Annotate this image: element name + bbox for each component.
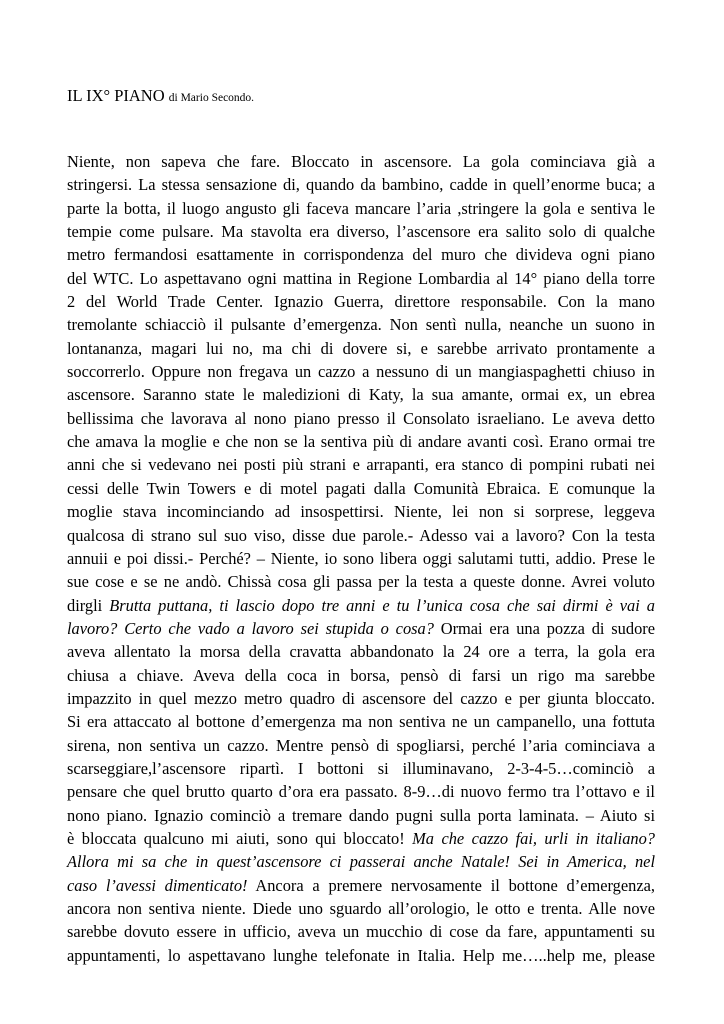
text-line <box>67 897 655 920</box>
text-line <box>67 220 655 243</box>
text-segment: Si era attaccato al bottone d’emergenza ma non sentiva ne un campanello, una fottuta <box>67 712 655 732</box>
title-text: IL IX° PIANO <box>67 86 165 105</box>
text-segment: che amava la moglie e che non se la sentiva più di andare avanti così. Erano ormai tre <box>67 432 655 452</box>
text-line <box>67 570 655 593</box>
text-line <box>67 267 655 290</box>
text-segment: soccorrerlo. Oppure non fregava un cazzo a nessuno di un mangiaspaghetti chiuso in <box>67 362 655 382</box>
text-segment: ascensore. Saranno state le maledizioni di Katy, la sua amante, ormai ex, un ebrea <box>67 385 655 405</box>
text-segment: sarebbe dovuto essere in ufficio, aveva un mucchio di cose da fare, appuntamenti su <box>67 922 655 942</box>
text-segment: sue cose e se ne andò. Chissà cosa gli passa per la testa a queste donne. Avrei voluto <box>67 572 655 592</box>
text-line <box>67 920 655 943</box>
text-segment: aveva allentato la morsa della cravatta abbandonato la 24 ore a terra, la gola era <box>67 642 655 662</box>
text-line <box>67 477 655 500</box>
italic-text-segment: lavoro? Certo che vado a lavoro sei stupida o cosa? <box>67 618 434 638</box>
text-segment: anni che si vedevano nei posti più strani e arrapanti, era stanco di pompini rubati nei <box>67 455 655 475</box>
text-line <box>67 664 655 687</box>
text-line <box>67 827 655 850</box>
document-title <box>67 86 667 108</box>
text-line <box>67 453 655 476</box>
text-segment: cessi delle Twin Towers e di motel pagati dalla Comunità Ebraica. E comunque la <box>67 478 655 498</box>
text-segment: appuntamenti, lo aspettavano lunghe telefonate in Italia. Help me…..help me, please <box>67 945 655 965</box>
text-line <box>67 150 655 173</box>
text-line <box>67 780 655 803</box>
text-line <box>67 430 655 453</box>
text-line <box>67 594 655 617</box>
text-segment: nono piano. Ignazio cominciò a tremare dando pugni sulla porta laminata. – Aiuto si <box>67 805 655 825</box>
text-segment: tempie come pulsare. Ma stavolta era diverso, l’ascensore era salito solo di qualche <box>67 222 655 242</box>
text-line <box>67 173 655 196</box>
italic-text-segment: Brutta puttana, ti lascio dopo tre anni e tu l’unica cosa che sai dirmi è vai a <box>109 595 655 615</box>
text-line <box>67 290 655 313</box>
text-line <box>67 360 655 383</box>
story-text <box>67 150 655 967</box>
text-line <box>67 313 655 336</box>
text-segment: tremolante schiacciò il pulsante d’emergenza. Non sentì nulla, neanche un suono in <box>67 315 655 335</box>
text-segment: scarseggiare,l’ascensore ripartì. I bottoni si illuminavano, 2-3-4-5…cominciò a <box>67 758 655 778</box>
text-line <box>67 407 655 430</box>
text-segment: Ancora a premere nervosamente il bottone d’emergenza, <box>247 875 655 895</box>
text-segment: impazzito in quel mezzo metro quadro di ascensore del cazzo e per giunta bloccato. <box>67 688 655 708</box>
text-segment: del WTC. Lo aspettavano ogni mattina in Regione Lombardia al 14° piano della torre <box>67 268 655 288</box>
text-segment: chiusa a chiave. Aveva della coca in borsa, pensò di farsi un rigo ma sarebbe <box>67 665 655 685</box>
text-segment: qualcosa di strano sul suo viso, disse due parole.- Adesso vai a lavoro? Con la testa <box>67 525 655 545</box>
italic-text-segment: Ma che cazzo fai, urli in italiano? <box>412 828 655 848</box>
text-segment: stringersi. La stessa sensazione di, quando da bambino, cadde in quell’enorme buca; a <box>67 175 655 195</box>
text-line <box>67 944 655 967</box>
text-segment: è bloccata qualcuno mi aiuti, sono qui bloccato! <box>67 828 413 848</box>
text-line <box>67 243 655 266</box>
text-line <box>67 524 655 547</box>
text-line <box>67 710 655 733</box>
italic-text-segment: caso l’avessi dimenticato! <box>67 875 248 895</box>
text-segment: parte la botta, il luogo angusto gli faceva mancare l’aria ,stringere la gola e sentiva le <box>67 198 655 218</box>
text-line <box>67 337 655 360</box>
text-line <box>67 383 655 406</box>
text-line <box>67 850 655 873</box>
text-segment: Niente, non sapeva che fare. Bloccato in ascensore. La gola cominciava già a <box>67 152 655 171</box>
text-segment: lontananza, magari lui no, ma chi di dovere si, e sarebbe arrivato prontamente a <box>67 338 655 358</box>
text-segment: dirgli <box>67 595 110 615</box>
text-segment: Ormai era una pozza di sudore <box>433 618 655 638</box>
text-line <box>67 687 655 710</box>
text-line <box>67 874 655 897</box>
text-line <box>67 640 655 663</box>
text-line <box>67 757 655 780</box>
text-segment: sirena, non sentiva un cazzo. Mentre pensò di spogliarsi, perché l’aria cominciava a <box>67 735 655 755</box>
text-line <box>67 804 655 827</box>
author-byline: di Mario Secondo. <box>168 92 255 104</box>
text-segment: bellissima che lavorava al nono piano presso il Consolato israeliano. Le aveva detto <box>67 408 655 428</box>
text-line <box>67 197 655 220</box>
text-line <box>67 734 655 757</box>
italic-text-segment: Allora mi sa che in quest’ascensore ci passerai anche Natale! Sei in America, nel <box>67 852 655 872</box>
text-segment: moglie stava incominciando ad insospettirsi. Niente, lei non si sorprese, leggeva <box>67 502 655 522</box>
text-line <box>67 547 655 570</box>
text-segment: metro fermandosi esattamente in corrispondenza del muro che divideva ogni piano <box>67 245 655 265</box>
text-segment: 2 del World Trade Center. Ignazio Guerra, direttore responsabile. Con la mano <box>67 292 655 312</box>
text-line <box>67 617 655 640</box>
text-segment: pensare che quel brutto quarto d’ora era passato. 8-9…di nuovo fermo tra l’ottavo e il <box>67 782 655 802</box>
text-line <box>67 500 655 523</box>
text-segment: annuii e poi dissi.- Perché? – Niente, io sono libera oggi salutami tutti, addio. Prese le <box>67 548 655 568</box>
text-segment: ancora non sentiva niente. Diede uno sguardo all’orologio, le otto e trenta. Alle nove <box>67 899 655 918</box>
